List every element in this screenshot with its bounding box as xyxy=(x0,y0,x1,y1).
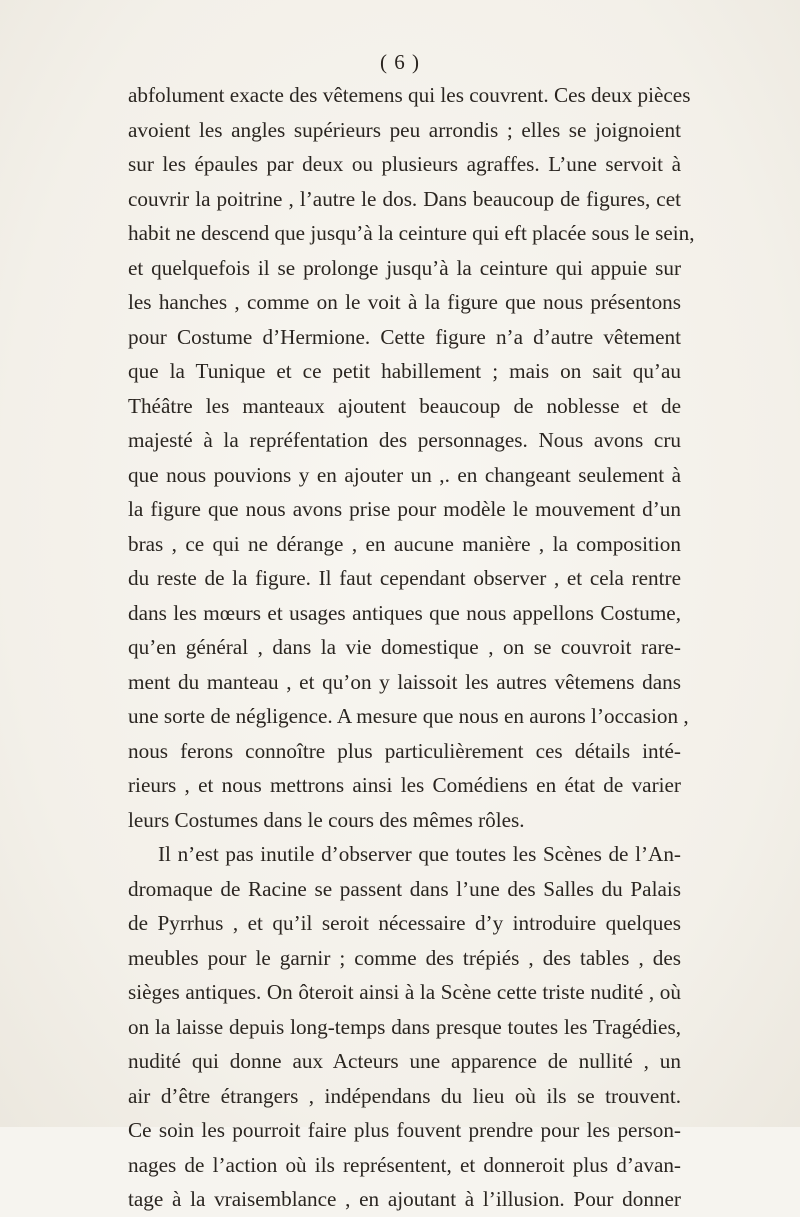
text-line: bras , ce qui ne dérange , en aucune manière , la composition xyxy=(128,531,681,556)
text-line: air d’être étrangers , indépendans du lieu où ils se trouvent. xyxy=(128,1083,681,1108)
text-line: nous ferons connoître plus particulièrement ces détails inté- xyxy=(128,738,681,763)
text-line: rieurs , et nous mettrons ainsi les Comédiens en état de varier xyxy=(128,773,681,797)
text-line: qu’en général , dans la vie domestique , on se couvroit rare- xyxy=(128,635,681,659)
text-line: couvrir la poitrine , l’autre le dos. Dans beaucoup de figures, cet xyxy=(128,186,681,211)
page-number: ( 6 ) xyxy=(380,50,420,74)
text-line: nages de l’action où ils représentent, et donneroit plus d’avan- xyxy=(128,1152,681,1177)
text-line: et quelquefois il se prolonge jusqu’à la ceinture qui appuie sur xyxy=(128,255,681,280)
text-line: sur les épaules par deux ou plusieurs agraffes. L’une servoit à xyxy=(128,152,681,176)
text-line: la figure que nous avons prise pour modèle le mouvement d’un xyxy=(128,497,681,521)
paragraph-last-line: leurs Costumes dans le cours des mêmes rôles. xyxy=(128,807,525,832)
body-text xyxy=(128,78,695,1217)
text-line: sièges antiques. On ôteroit ainsi à la Scène cette triste nudité , où xyxy=(128,980,681,1004)
text-line: que nous pouvions y en ajouter un ,. en changeant seulement à xyxy=(128,462,681,487)
text-line: pour Costume d’Hermione. Cette figure n’a d’autre vêtement xyxy=(128,324,681,349)
paragraph-first-line: Il n’est pas inutile d’observer que toutes les Scènes de l’An- xyxy=(158,842,681,866)
text-line: Théâtre les manteaux ajoutent beaucoup de noblesse et de xyxy=(128,393,681,418)
text-line: une sorte de négligence. A mesure que nous en aurons l’occasion , xyxy=(128,704,689,728)
text-line: abfolument exacte des vêtemens qui les couvrent. Ces deux pièces xyxy=(128,83,691,107)
text-line: dromaque de Racine se passent dans l’une des Salles du Palais xyxy=(128,876,681,901)
text-line: meubles pour le garnir ; comme des trépiés , des tables , des xyxy=(128,945,681,970)
text-line: tage à la vraisemblance , en ajoutant à l’illusion. Pour donner xyxy=(128,1187,681,1211)
text-line: nudité qui donne aux Acteurs une apparence de nullité , un xyxy=(128,1049,681,1073)
text-line: dans les mœurs et usages antiques que nous appellons Costume, xyxy=(128,600,681,625)
text-line: on la laisse depuis long-temps dans presque toutes les Tragédies, xyxy=(128,1014,681,1039)
text-line: Ce soin les pourroit faire plus fouvent prendre pour les person- xyxy=(128,1118,681,1142)
text-line: habit ne descend que jusqu’à la ceinture qui eft placée sous le sein, xyxy=(128,221,695,245)
text-line: avoient les angles supérieurs peu arrondis ; elles se joignoient xyxy=(128,117,681,142)
text-line: ment du manteau , et qu’on y laissoit les autres vêtemens dans xyxy=(128,669,681,694)
text-line: que la Tunique et ce petit habillement ; mais on sait qu’au xyxy=(128,359,681,383)
text-line: majesté à la repréfentation des personnages. Nous avons cru xyxy=(128,428,681,452)
text-line: les hanches , comme on le voit à la figure que nous présentons xyxy=(128,290,681,314)
text-line: du reste de la figure. Il faut cependant observer , et cela rentre xyxy=(128,566,681,590)
text-line: de Pyrrhus , et qu’il seroit nécessaire d’y introduire quelques xyxy=(128,911,681,935)
